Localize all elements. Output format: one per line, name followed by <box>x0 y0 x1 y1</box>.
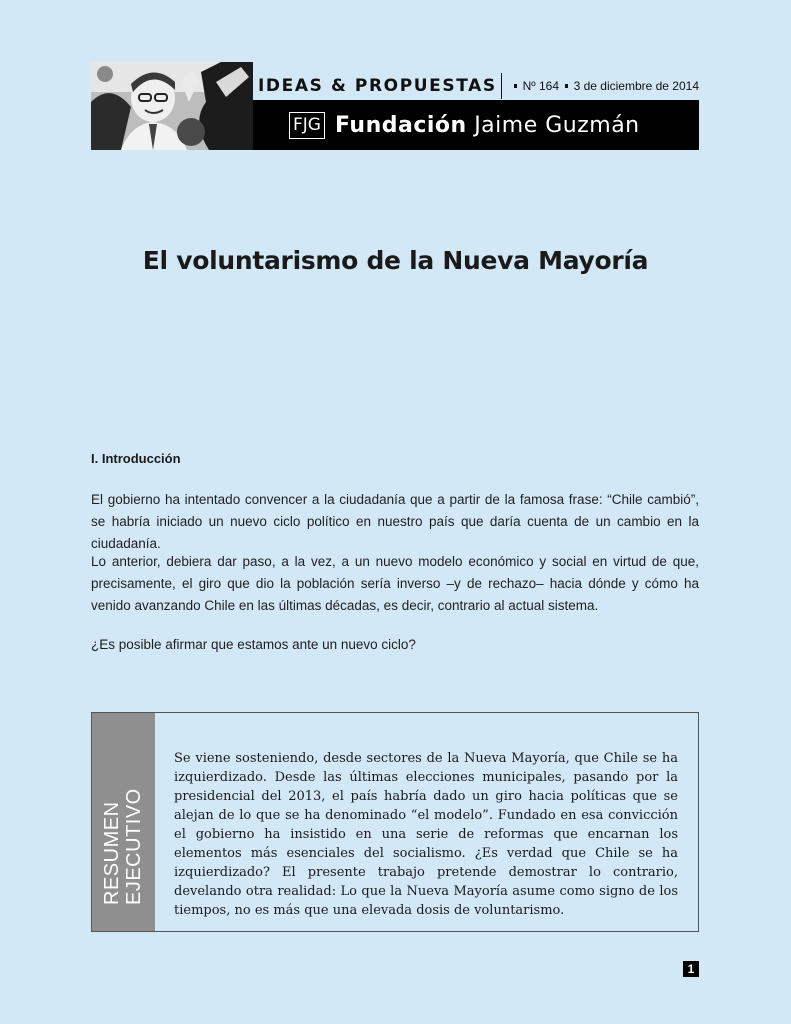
fjg-logo: FJG <box>289 112 325 139</box>
masthead <box>91 62 699 150</box>
brand-name-bold: Fundación <box>334 112 467 138</box>
page-title: El voluntarismo de la Nueva Mayoría <box>142 246 649 275</box>
paragraph: Lo anterior, debiera dar paso, a la vez, a un nuevo modelo económico y social en virtud de que, precisamente, el giro que dio la población sería inverso –y de rechazo– hacia dónde y cómo ha venido avanzando Chile en las últimas décadas, es decir, contrario al actual sistema. <box>91 554 699 613</box>
brand-name-light: Jaime Guzmán <box>474 112 640 138</box>
header-photo <box>91 62 253 150</box>
executive-summary-box <box>91 712 699 932</box>
summary-tab <box>92 713 155 931</box>
section-heading: I. Introducción <box>91 451 181 466</box>
issue-date: 3 de diciembre de 2014 <box>573 79 699 93</box>
summary-label-line: RESUMEN <box>101 801 123 905</box>
series-row <box>258 73 699 99</box>
paragraph: El gobierno ha intentado convencer a la ciudadanía que a partir de la famosa frase: “Chile cambió”, se habría iniciado un nuevo ciclo político en nuestro país que daría cuenta de un cambio en la ciudadanía. <box>91 492 699 551</box>
paragraph: ¿Es posible afirmar que estamos ante un nuevo ciclo? <box>91 637 416 652</box>
summary-text: Se viene sosteniendo, desde sectores de la Nueva Mayoría, que Chile se ha izquierdizado. Desde las últimas elecciones municipales, pasando por la presidencial del 2013, el país habría dado un giro hacia políticas que se alejan de lo que se ha denominado “el modelo”. Fundado en esa convicción el gobierno ha insistido en una serie de reformas que encarnan los elementos más esenciales del socialismo. ¿Es verdad que Chile se ha izquierdizado? El presente trabajo pretende demostrar lo contrario, develando otra realidad: Lo que la Nueva Mayoría asume como signo de los tiempos, no es más que una elevada dosis de voluntarismo. <box>174 751 678 918</box>
brand-name <box>335 113 640 138</box>
divider <box>501 73 502 99</box>
brand-bar <box>253 100 699 150</box>
bullet-square-icon <box>514 84 517 88</box>
issue-number: Nº 164 <box>522 79 559 93</box>
summary-label <box>101 765 145 905</box>
bullet-square-icon <box>565 84 568 88</box>
summary-label-line: EJECUTIVO <box>123 788 145 905</box>
series-title: IDEAS & PROPUESTAS <box>258 76 497 96</box>
page-number: 1 <box>683 961 699 977</box>
